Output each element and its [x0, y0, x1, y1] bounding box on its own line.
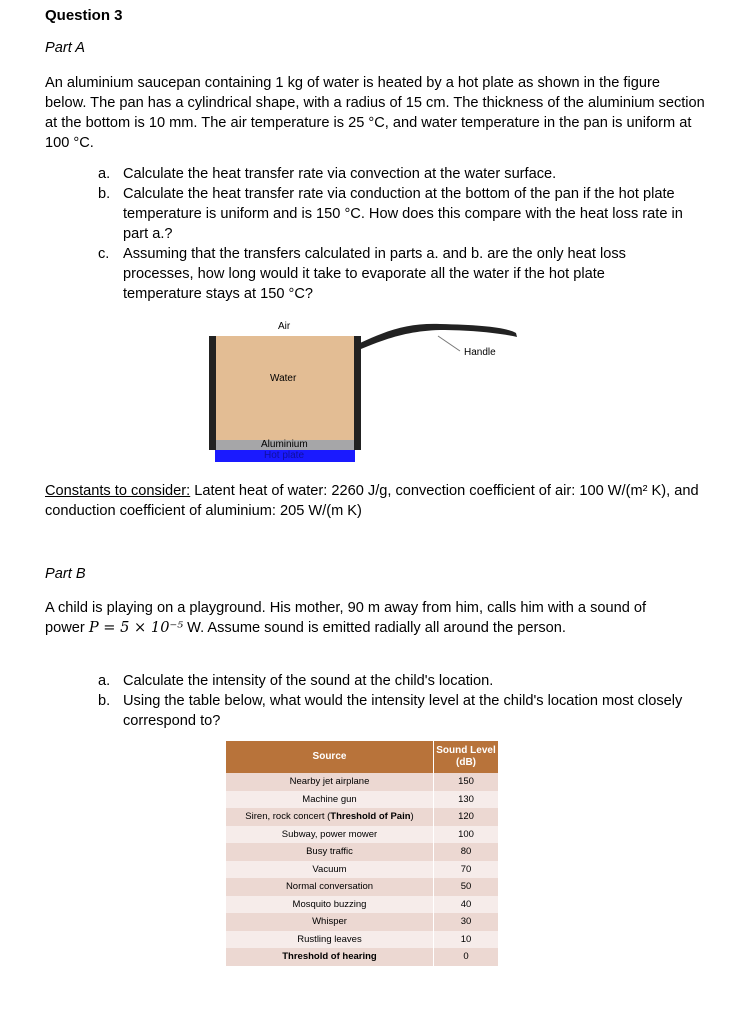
item-text: Assuming that the transfers calculated in parts a. and b. are the only heat loss processes, how long would it take to evaporate all the water if the hot plate temperature stays at 150 °C?	[123, 246, 626, 302]
source-cell	[226, 843, 434, 861]
source-text: Vacuum	[312, 863, 347, 875]
constants-label: Constants to consider:	[45, 483, 191, 499]
source-cell	[226, 773, 434, 791]
part-b-questions	[45, 671, 683, 731]
table-row	[226, 808, 498, 826]
water-label: Water	[270, 373, 297, 384]
item-text: Calculate the intensity of the sound at the child's location.	[123, 673, 494, 689]
source-text: Machine gun	[302, 793, 357, 805]
table-row	[226, 948, 498, 966]
source-text: Busy traffic	[306, 846, 353, 857]
source-cell	[226, 808, 434, 826]
source-cell	[226, 896, 434, 914]
table-row	[226, 861, 498, 879]
intro-text: W. Assume sound is emitted radially all around the person.	[183, 620, 566, 636]
right-wall	[354, 336, 361, 450]
level-cell: 120	[434, 808, 499, 826]
question-item	[45, 164, 683, 184]
sound-level-table	[226, 741, 498, 966]
constants-values: Latent heat of water: 2260 J/g, convection coefficient of air: 100 W/(m² K), and conduction coefficient of aluminium: 205 W/(m K)	[45, 483, 699, 519]
power-formula: P = 5 × 10⁻⁵	[88, 619, 184, 636]
source-cell	[226, 913, 434, 931]
hot-plate-label: Hot plate	[264, 450, 305, 461]
source-text: Nearby jet airplane	[289, 776, 370, 787]
header-sound-level: Sound Level (dB)	[434, 741, 499, 773]
level-cell: 150	[434, 773, 499, 791]
level-cell: 80	[434, 843, 499, 861]
question-item	[45, 671, 683, 691]
part-a-questions	[45, 164, 683, 304]
item-letter: b.	[98, 693, 111, 709]
table-row	[226, 826, 498, 844]
header-source: Source	[226, 741, 434, 773]
item-letter: b.	[98, 186, 111, 202]
level-cell: 50	[434, 878, 499, 896]
table-row	[226, 896, 498, 914]
source-text: Siren, rock concert (	[245, 811, 331, 822]
level-cell: 70	[434, 861, 499, 879]
table-row	[226, 913, 498, 931]
handle-label: Handle	[464, 347, 496, 358]
table-row	[226, 773, 498, 791]
saucepan-figure	[200, 315, 530, 470]
source-cell	[226, 826, 434, 844]
level-cell: 30	[434, 913, 499, 931]
source-cell	[226, 931, 434, 949]
table-row	[226, 878, 498, 896]
question-item	[45, 184, 683, 244]
source-text: )	[410, 811, 414, 822]
source-text: Whisper	[312, 916, 347, 927]
source-cell	[226, 948, 434, 966]
handle-pointer	[438, 336, 460, 351]
level-cell: 40	[434, 896, 499, 914]
table-row	[226, 843, 498, 861]
source-bold-text: Threshold of hearing	[282, 951, 377, 962]
left-wall	[209, 336, 216, 450]
item-text: Calculate the heat transfer rate via conduction at the bottom of the pan if the hot plate temperature is uniform and is 150 °C. How does this compare with the heat loss rate in part a.?	[123, 186, 683, 242]
part-b-intro	[45, 598, 665, 638]
saucepan-drawing	[200, 315, 530, 470]
question-item	[45, 244, 683, 304]
item-letter: a.	[98, 673, 111, 689]
source-text: Normal conversation	[285, 881, 374, 892]
item-text: Calculate the heat transfer rate via convection at the water surface.	[123, 166, 557, 182]
source-bold-text: Threshold of Pain	[330, 811, 411, 822]
intro-text: A child is playing on a playground. His mother, 90 m away from him, calls him with a sound of power	[45, 600, 647, 636]
level-cell: 10	[434, 931, 499, 949]
item-letter: a.	[98, 166, 111, 182]
level-cell: 130	[434, 791, 499, 809]
level-cell: 0	[434, 948, 499, 966]
part-a-heading: Part A	[45, 40, 86, 56]
source-cell	[226, 878, 434, 896]
level-cell: 100	[434, 826, 499, 844]
source-text: Rustling leaves	[297, 933, 362, 945]
source-text: Subway, power mower	[281, 828, 378, 840]
part-b-heading: Part B	[45, 566, 86, 582]
item-letter: c.	[98, 246, 110, 262]
source-cell	[226, 861, 434, 879]
aluminium-label: Aluminium	[261, 439, 308, 450]
source-text: Mosquito buzzing	[292, 898, 367, 910]
table-row	[226, 791, 498, 809]
water-region	[216, 336, 354, 440]
question-item	[45, 691, 683, 731]
source-cell	[226, 791, 434, 809]
item-text: Using the table below, what would the intensity level at the child's location most closely correspond to?	[123, 693, 683, 729]
table-row	[226, 931, 498, 949]
air-label: Air	[278, 321, 291, 332]
constants-text	[45, 481, 705, 521]
question-title: Question 3	[45, 7, 123, 24]
part-a-intro: An aluminium saucepan containing 1 kg of water is heated by a hot plate as shown in the figure below. The pan has a cylindrical shape, with a radius of 15 cm. The thickness of the aluminium section at the bottom is 10 mm. The air temperature is 25 °C, and water temperature in the pan is uniform at 100 °C.	[45, 75, 705, 151]
